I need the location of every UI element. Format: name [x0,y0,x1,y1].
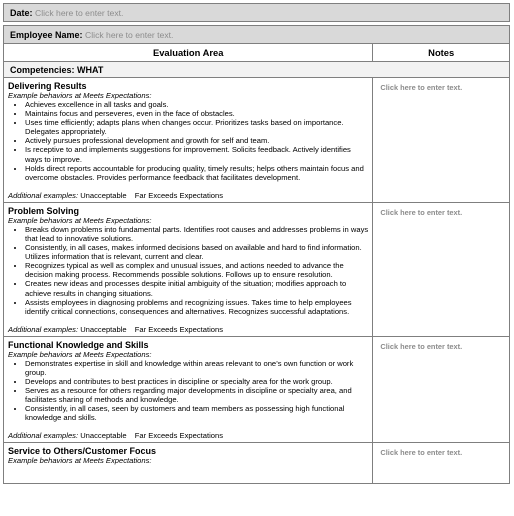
competencies-label: Competencies: WHAT [4,62,510,78]
employee-cell [4,26,510,44]
rating-unacceptable[interactable]: Unacceptable [80,324,127,334]
behavior-item: • Achieves excellence in all tasks and goals. [25,100,368,109]
behavior-item: • Assists employees in diagnosing problems and recognizing issues. Takes time to help employees identify critical connections, consequences and alternatives. Recognizes successful adaptations. [25,298,368,316]
employee-label: Employee Name: [10,29,83,40]
section-subtitle: Example behaviors at Meets Expectations: [8,456,152,466]
notes-input[interactable]: Click here to enter text. [373,78,510,203]
behavior-list [8,359,368,423]
section-problem-solving [4,202,510,336]
section-functional-knowledge [4,336,510,443]
section-title: Delivering Results [8,81,87,91]
section-eval-cell [4,202,373,336]
notes-header: Notes [373,44,510,62]
section-subtitle: Example behaviors at Meets Expectations: [8,91,152,100]
notes-input[interactable]: Click here to enter text. [373,202,510,336]
date-label: Date: [10,7,33,18]
employee-row [4,26,510,44]
behavior-item: • Is receptive to and implements suggestions for improvement. Solicits feedback. Actively identifies ways to improve. [25,145,368,163]
behavior-item: • Uses time efficiently; adapts plans when changes occur. Prioritizes tasks based on importance. Delegates appropriately. [25,118,368,136]
section-delivering-results [4,78,510,203]
employee-input[interactable]: Click here to enter text. [85,29,174,40]
behavior-item: • Creates new ideas and processes despite initial ambiguity of the situation; modifies approach to achieve results in changing situations. [25,279,368,297]
rating-unacceptable[interactable]: Unacceptable [80,190,127,200]
rating-far-exceeds[interactable]: Far Exceeds Expectations [134,324,223,334]
additional-examples-label: Additional examples: [8,324,79,334]
eval-area-header: Evaluation Area [4,44,373,62]
behavior-item: • Develops and contributes to best practices in discipline or specialty area for the work group. [25,377,368,386]
behavior-item: • Consistently, in all cases, makes informed decisions based on available and hard to find information. Utilizes information that is relevant, current and clear. [25,243,368,261]
section-title: Problem Solving [8,205,80,216]
section-service-to-others [4,443,510,484]
date-row [4,4,510,22]
date-cell [4,4,510,22]
behavior-item: • Actively pursues professional development and growth for self and team. [25,136,368,145]
additional-examples-label: Additional examples: [8,431,79,441]
section-title: Service to Others/Customer Focus [8,446,157,457]
section-eval-cell [4,336,373,443]
behavior-item: • Consistently, in all cases, seen by customers and team members as possessing high functional knowledge and skills. [25,404,368,422]
behavior-item: • Demonstrates expertise in skill and knowledge within areas relevant to one’s own function or work group. [25,359,368,377]
behavior-item: • Serves as a resource for others regarding major developments in discipline or specialty area, and facilitates sharing of methods and knowledge. [25,386,368,404]
notes-input[interactable]: Click here to enter text. [373,336,510,443]
behavior-item: • Recognizes typical as well as complex and unusual issues, and actions needed to advance the decision making process. Recommends possible solutions. Follows up to ensure resolution. [25,261,368,279]
section-subtitle: Example behaviors at Meets Expectations: [8,215,152,225]
section-eval-cell [4,78,373,203]
additional-examples [8,431,368,440]
rating-far-exceeds[interactable]: Far Exceeds Expectations [134,431,223,441]
additional-examples [8,325,368,334]
additional-examples [8,191,368,200]
evaluation-table [3,3,510,484]
behavior-list [8,225,368,316]
section-subtitle: Example behaviors at Meets Expectations: [8,349,152,359]
additional-examples-label: Additional examples: [8,190,79,200]
section-eval-cell [4,443,373,484]
evaluation-form [3,3,510,484]
rating-far-exceeds[interactable]: Far Exceeds Expectations [134,190,223,200]
date-input[interactable]: Click here to enter text. [35,7,124,18]
column-header-row [4,44,510,62]
behavior-list [8,100,368,182]
rating-unacceptable[interactable]: Unacceptable [80,431,127,441]
competencies-row [4,62,510,78]
behavior-item: • Breaks down problems into fundamental parts. Identifies root causes and addresses problems in ways that lead to innovative solutions. [25,225,368,243]
behavior-item: • Maintains focus and perseveres, even in the face of obstacles. [25,109,368,118]
notes-input[interactable]: Click here to enter text. [373,443,510,484]
behavior-item: • Holds direct reports accountable for producing quality, timely results; helps others maintain focus and overcome obstacles. Provides performance feedback that facilitates development. [25,164,368,182]
section-title: Functional Knowledge and Skills [8,339,149,350]
